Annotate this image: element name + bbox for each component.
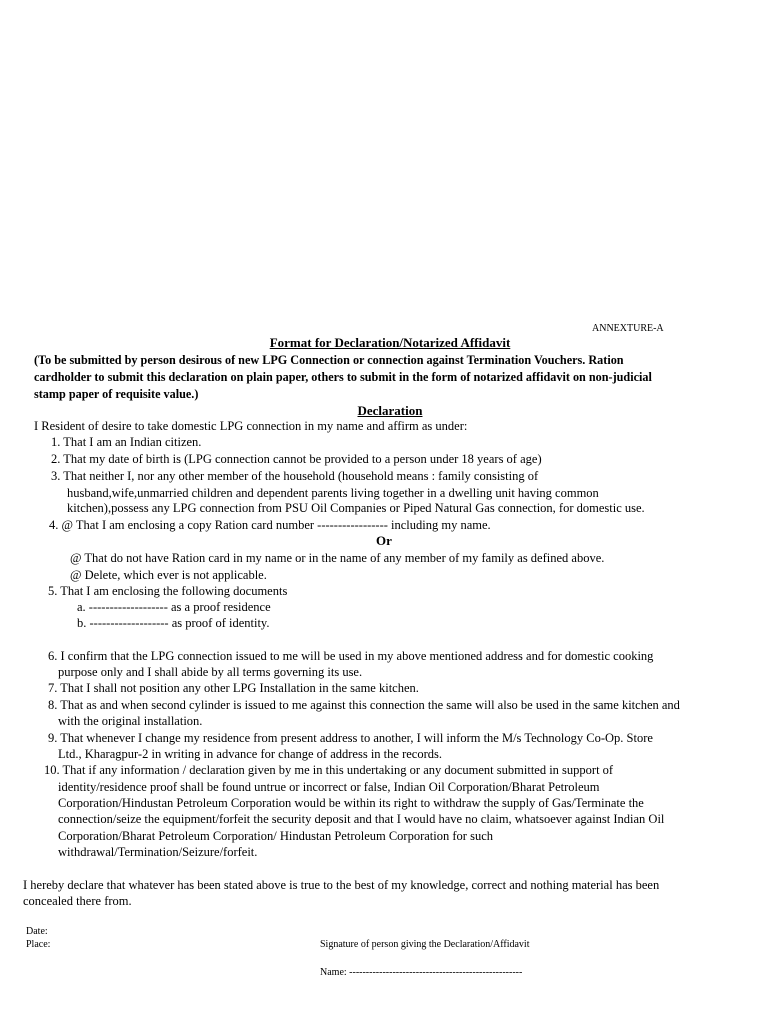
item-9-line-2: Ltd., Kharagpur-2 in writing in advance for change of address in the records. <box>58 747 442 761</box>
annexure-label: ANNEXTURE-A <box>592 323 664 334</box>
item-10-line-4: connection/seize the equipment/forfeit the security deposit and that I would have no claim, whatsoever against Indian Oil <box>58 812 665 826</box>
item-3-line-3: kitchen),possess any LPG connection from PSU Oil Companies or Piped Natural Gas connection, for domestic use. <box>67 501 645 515</box>
item-10-line-2: identity/residence proof shall be found untrue or incorrect or false, Indian Oil Corporation/Bharat Petroleum <box>58 780 600 794</box>
place-label: Place: <box>26 939 51 950</box>
item-1: 1. That I am an Indian citizen. <box>51 435 202 449</box>
item-4: 4. @ That I am enclosing a copy Ration card number ----------------- including my name. <box>49 518 491 532</box>
item-10-line-3: Corporation/Hindustan Petroleum Corporation would be within its right to withdraw the supply of Gas/Terminate the <box>58 796 644 810</box>
item-4-alternative: @ That do not have Ration card in my name or in the name of any member of my family as defined above. <box>70 551 605 565</box>
item-10-line-6: withdrawal/Termination/Seizure/forfeit. <box>58 845 258 859</box>
item-8-line-1: 8. That as and when second cylinder is issued to me against this connection the same will also be used in the same kitchen and <box>48 698 680 712</box>
name-field: Name: ---------------------------------------------------- <box>320 967 523 978</box>
document-title: Format for Declaration/Notarized Affidavit <box>269 335 511 350</box>
item-3-line-2: husband,wife,unmarried children and dependent parents living together in a dwelling unit having common <box>67 486 599 500</box>
item-5: 5. That I am enclosing the following documents <box>48 584 288 598</box>
signature-label: Signature of person giving the Declaration/Affidavit <box>320 939 530 950</box>
item-10-line-1: 10. That if any information / declaration given by me in this undertaking or any document submitted in support of <box>44 763 614 777</box>
date-label: Date: <box>26 926 48 937</box>
closing-line-1: I hereby declare that whatever has been stated above is true to the best of my knowledge, correct and nothing material has been <box>23 878 660 892</box>
intro-line-1: (To be submitted by person desirous of new LPG Connection or connection against Termination Vouchers. Ration <box>34 353 624 367</box>
item-9-line-1: 9. That whenever I change my residence from present address to another, I will inform the M/s Technology Co-Op. Store <box>48 731 653 745</box>
item-3-line-1: 3. That neither I, nor any other member of the household (household means : family consisting of <box>51 469 539 483</box>
item-6-line-1: 6. I confirm that the LPG connection issued to me will be used in my above mentioned address and for domestic cooking <box>48 649 654 663</box>
item-5b: b. ------------------- as proof of identity. <box>77 616 270 630</box>
closing-line-2: concealed there from. <box>23 894 132 908</box>
item-6-line-2: purpose only and I shall abide by all terms governing its use. <box>58 665 363 679</box>
item-8-line-2: with the original installation. <box>58 714 203 728</box>
item-7: 7. That I shall not position any other LPG Installation in the same kitchen. <box>48 681 419 695</box>
item-10-line-5: Corporation/Bharat Petroleum Corporation/ Hindustan Petroleum Corporation for such <box>58 829 493 843</box>
item-2: 2. That my date of birth is (LPG connection cannot be provided to a person under 18 years of age) <box>51 452 542 466</box>
opening-statement: I Resident of desire to take domestic LPG connection in my name and affirm as under: <box>34 419 468 433</box>
intro-line-3: stamp paper of requisite value.) <box>34 387 199 401</box>
declaration-heading: Declaration <box>357 403 423 418</box>
item-4-note: @ Delete, which ever is not applicable. <box>70 568 267 582</box>
item-5a: a. ------------------- as a proof residence <box>77 600 271 614</box>
intro-line-2: cardholder to submit this declaration on plain paper, others to submit in the form of notarized affidavit on non-judicial <box>34 370 652 384</box>
or-separator: Or <box>376 533 392 548</box>
